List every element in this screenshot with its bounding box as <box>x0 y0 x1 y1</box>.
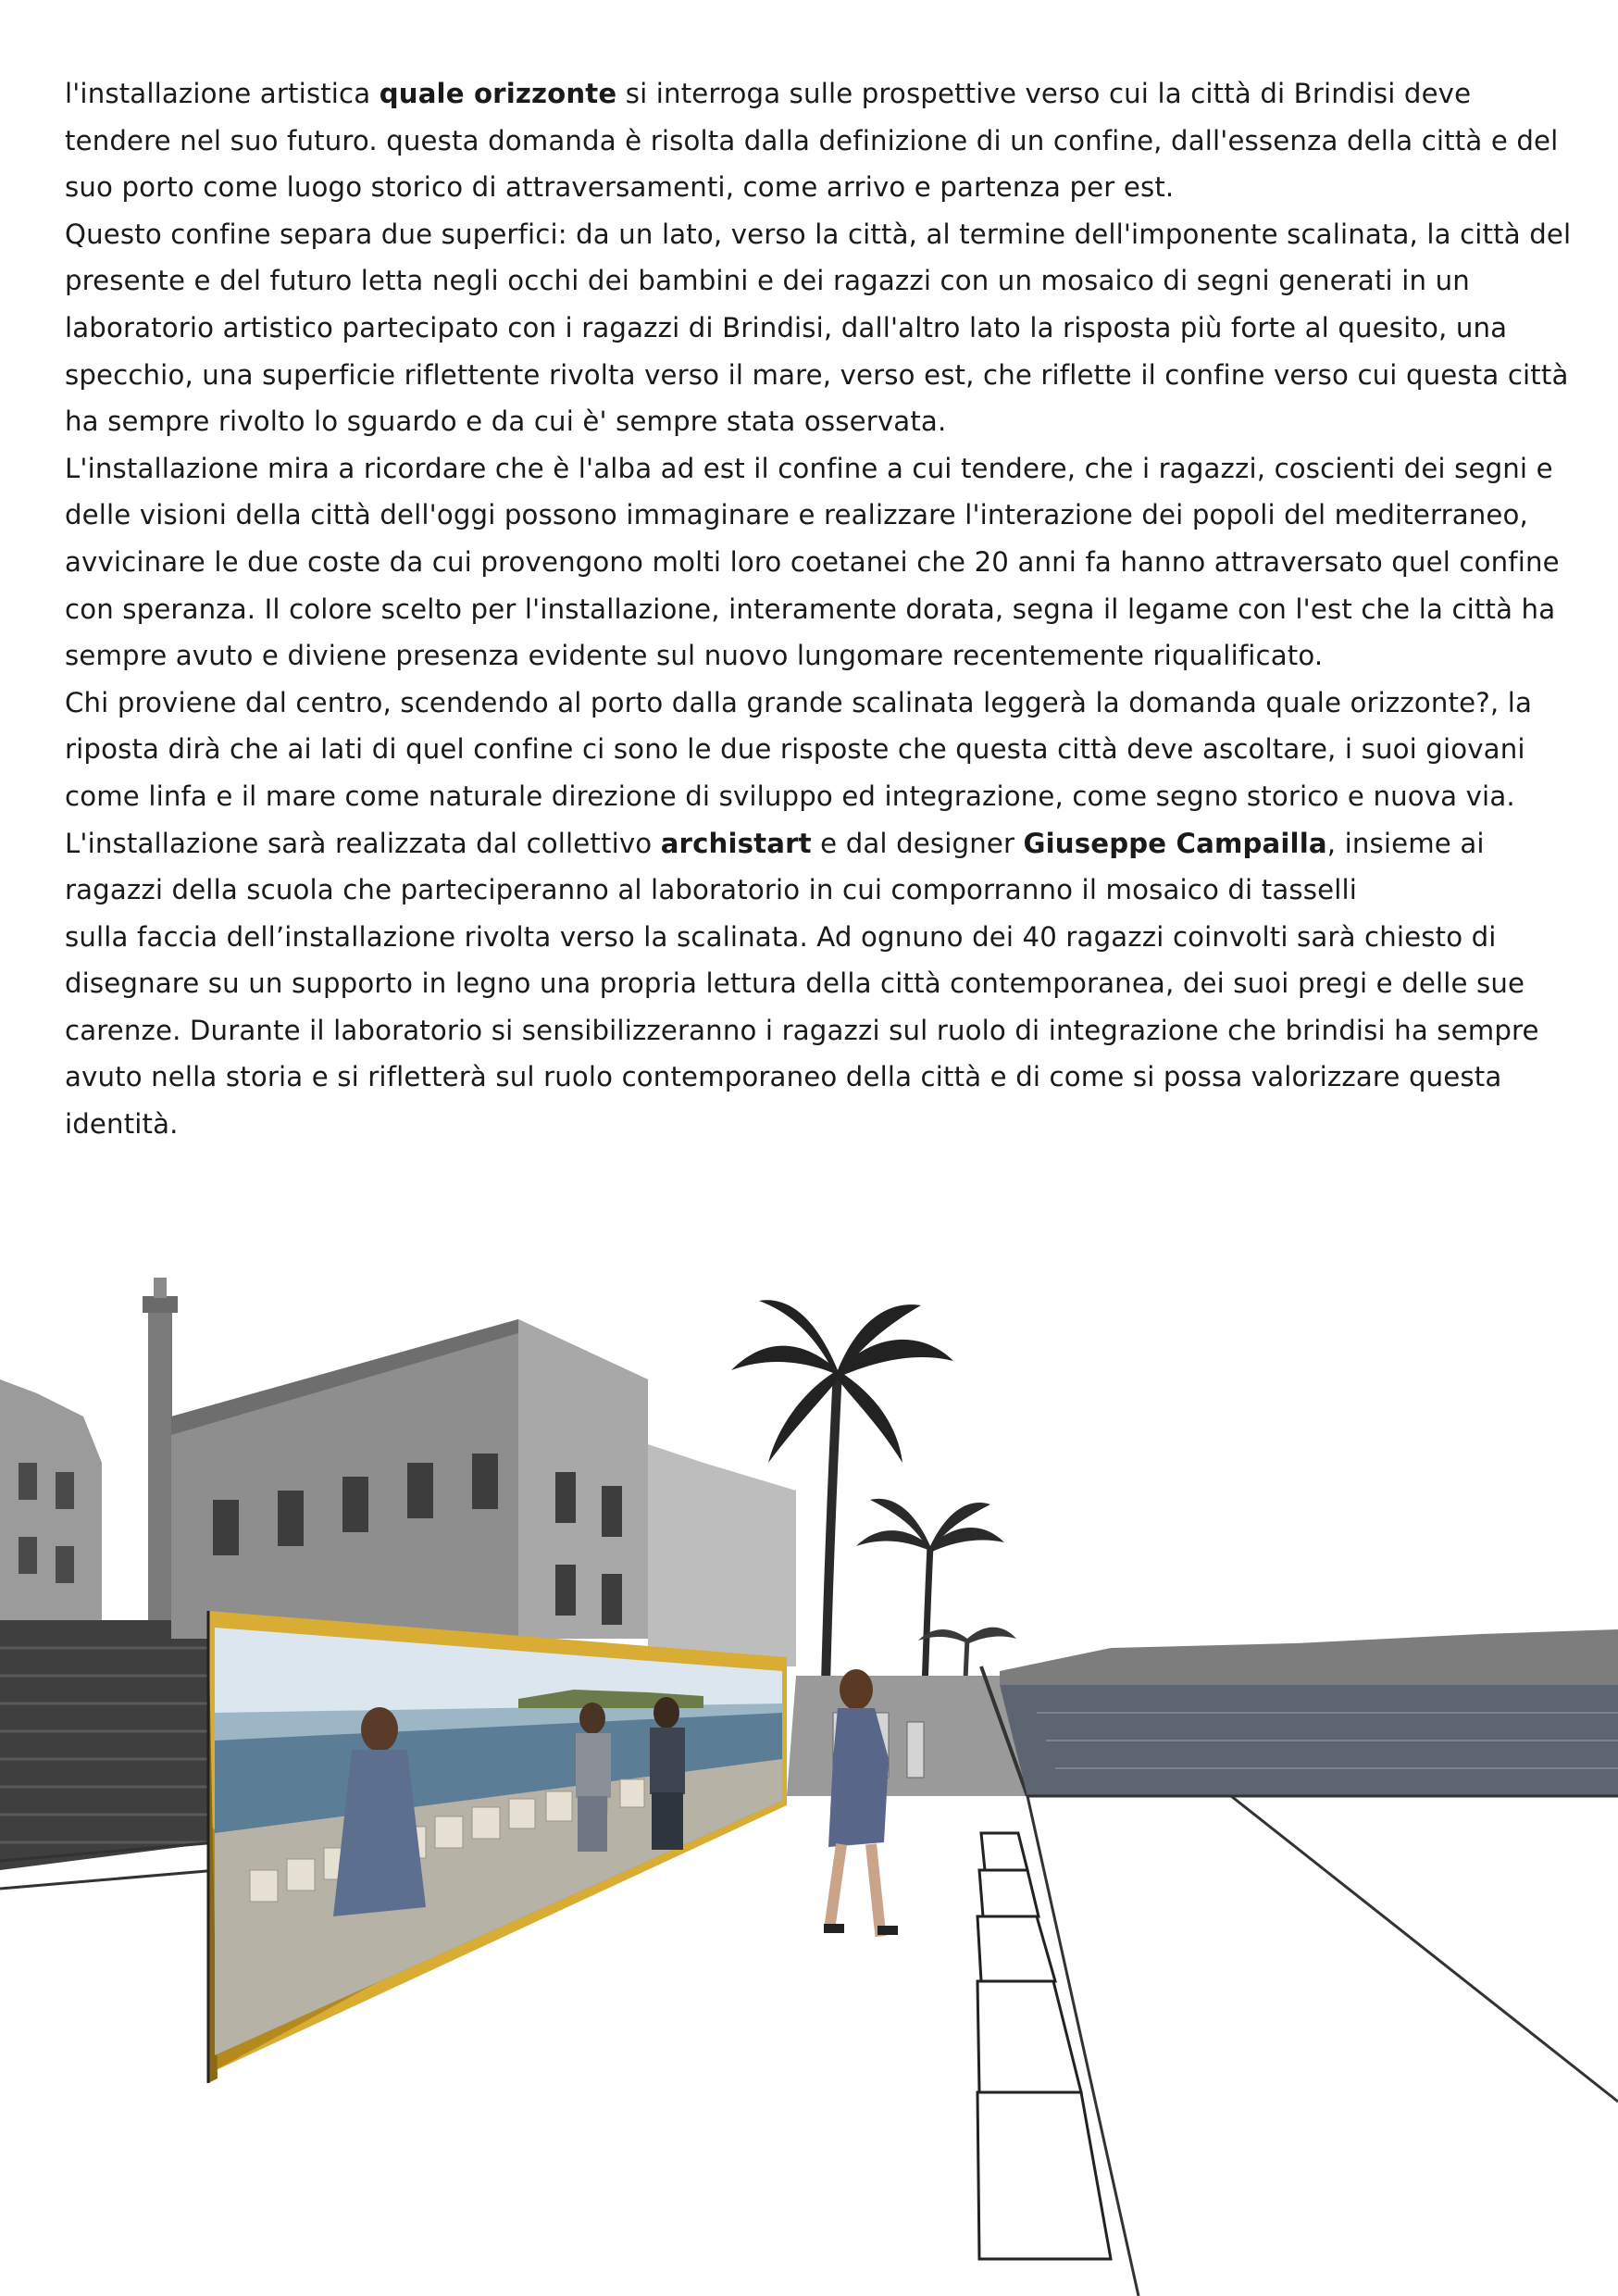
paragraph-text: , insieme ai ragazzi della scuola che parteciperanno al laboratorio in cui comporranno il mosaico di tasselli <box>65 827 1485 906</box>
installation-render-illustration <box>0 1278 1618 2296</box>
bold-text: Giuseppe Campailla <box>1023 827 1327 859</box>
paragraph-text: L'installazione mira a ricordare che è l'alba ad est il confine a cui tendere, che i ragazzi, coscienti dei segni e delle visioni della città dell'oggi possono immaginare e realizzare l'interazione dei popoli del mediterraneo, avvicinare le due coste da cui provengono molti loro coetanei che 20 anni fa hanno attraversato quel confine con speranza. Il colore scelto per l'installazione, interamente dorata, segna il legame con l'est che la città ha sempre avuto e diviene presenza evidente sul nuovo lungomare recentemente riqualificato. <box>65 452 1560 672</box>
body-paragraph <box>65 70 1574 211</box>
paragraph-text: si interroga sulle prospettive verso cui la città di Brindisi deve tendere nel suo futuro. questa domanda è risolta dalla definizione di un confine, dall'essenza della città e del suo porto come luogo storico di attraversamenti, come arrivo e partenza per est. <box>65 78 1559 204</box>
body-text <box>65 70 1574 1148</box>
body-paragraph <box>65 211 1574 445</box>
paragraph-text: sulla faccia dell’installazione rivolta verso la scalinata. Ad ognuno dei 40 ragazzi coinvolti sarà chiesto di disegnare su un supporto in legno una propria lettura della città contemporanea, dei suoi pregi e delle sue carenze. Durante il laboratorio si sensibilizzeranno i ragazzi sul ruolo di integrazione che brindisi ha sempre avuto nella storia e si rifletterà sul ruolo contemporaneo della città e di come si possa valorizzare questa identità. <box>65 920 1539 1141</box>
historic-buildings <box>0 1319 796 1666</box>
paragraph-text: Questo confine separa due superfici: da un lato, verso la città, al termine dell'imponente scalinata, la città del presente e del futuro letta negli occhi dei bambini e dei ragazzi con un mosaico di segni generati in un laboratorio artistico partecipato con i ragazzi di Brindisi, dall'altro lato la risposta più forte al quesito, una specchio, una superficie riflettente rivolta verso il mare, verso est, che riflette il confine verso cui questa città ha sempre rivolto lo sguardo e da cui è' sempre stata osservata. <box>65 218 1572 438</box>
paragraph-text: l'installazione artistica <box>65 78 380 109</box>
body-paragraph <box>65 445 1574 680</box>
sea-horizon <box>1000 1629 1618 1796</box>
body-paragraph <box>65 914 1574 1148</box>
paragraph-text: L'installazione sarà realizzata dal collettivo <box>65 827 661 859</box>
paragraph-text: e dal designer <box>811 827 1024 859</box>
paragraph-text: Chi proviene dal centro, scendendo al porto dalla grande scalinata leggerà la domanda quale orizzonte?, la riposta dirà che ai lati di quel confine ci sono le due risposte che questa città deve ascoltare, i suoi giovani come linfa e il mare come naturale direzione di sviluppo ed integrazione, come segno storico e nuova via. <box>65 686 1532 812</box>
bold-text: quale orizzonte <box>379 78 617 109</box>
golden-installation <box>208 1611 787 2083</box>
body-paragraph <box>65 820 1574 914</box>
bold-text: archistart <box>660 827 812 859</box>
promenade <box>787 1666 1027 1796</box>
bollards <box>977 1833 1111 2259</box>
staircase <box>0 1620 218 1870</box>
body-paragraph <box>65 680 1574 820</box>
